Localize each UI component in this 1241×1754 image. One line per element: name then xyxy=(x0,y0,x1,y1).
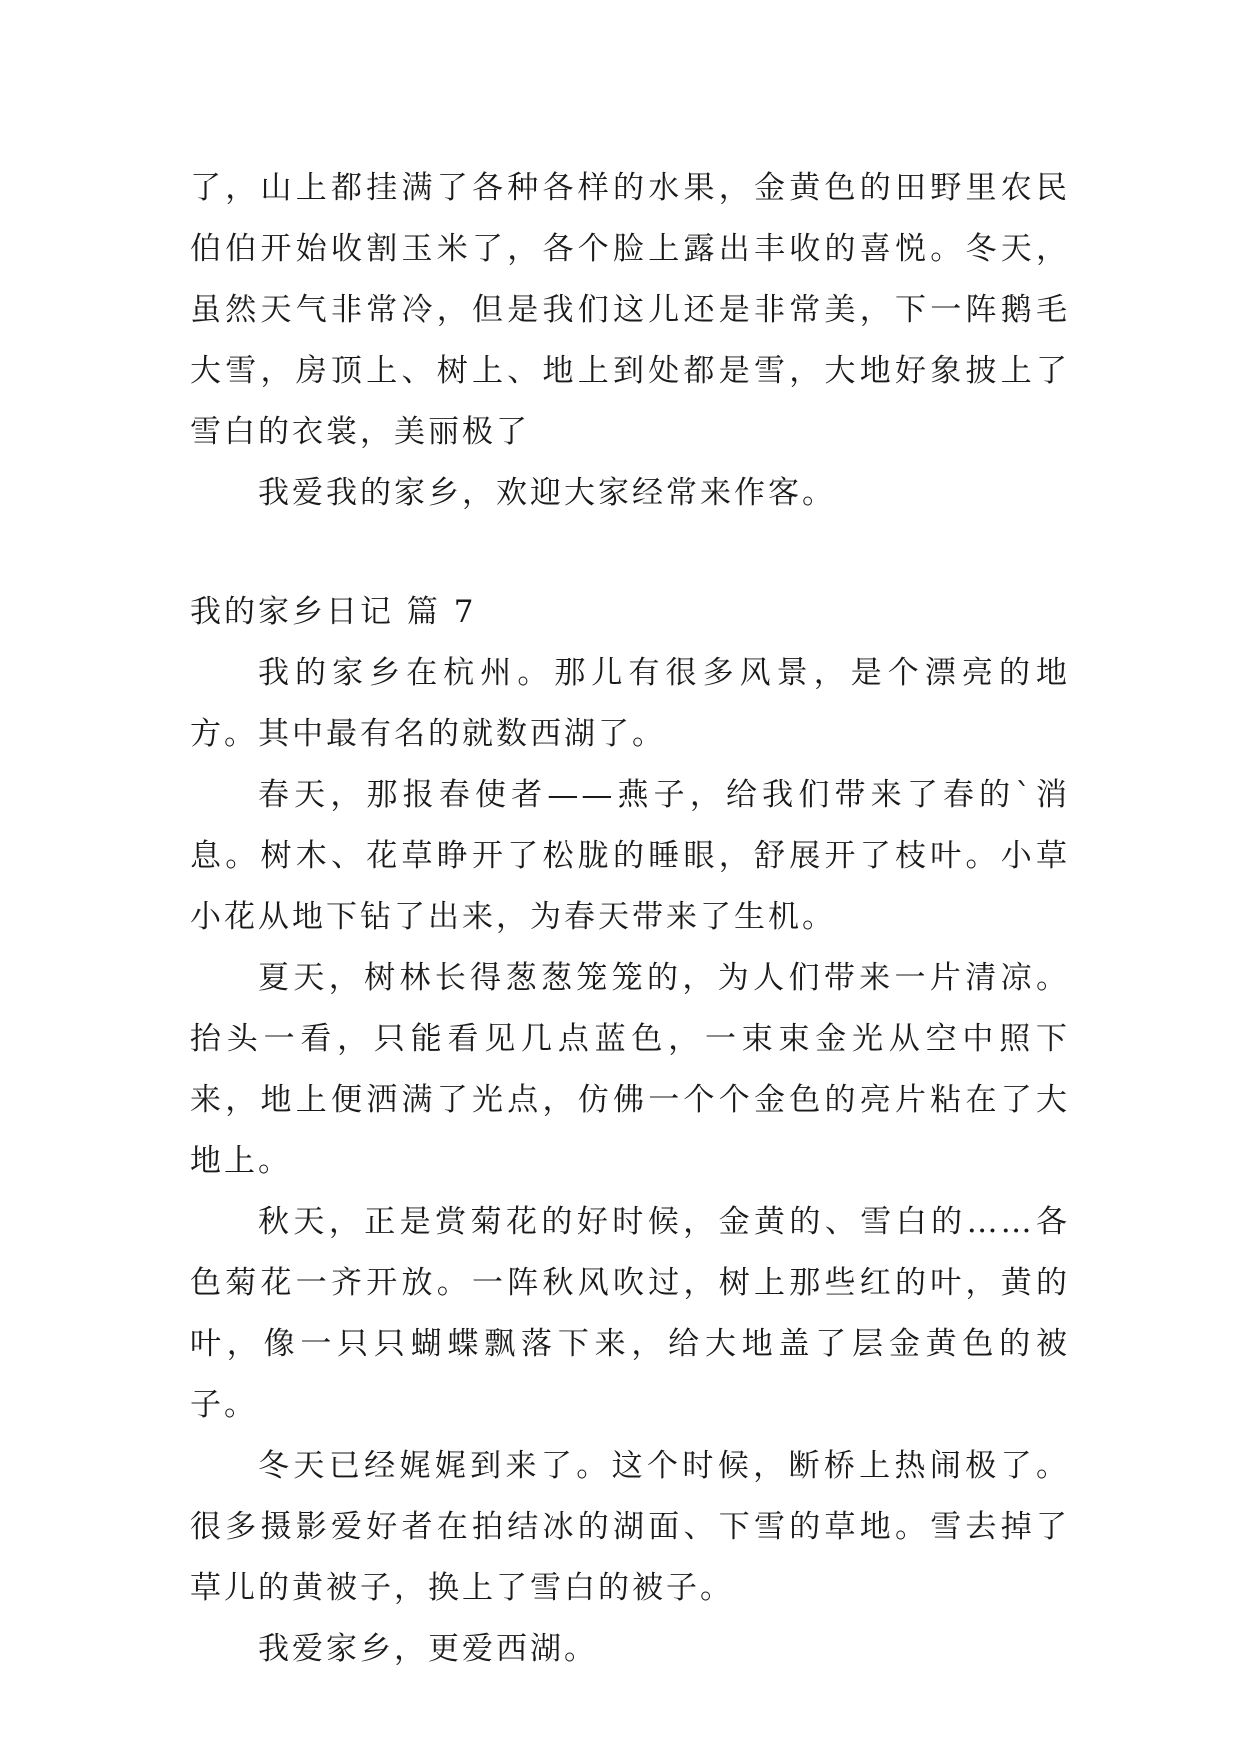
paragraph-spring: 春天，那报春使者——燕子，给我们带来了春的`消息。树木、花草睁开了松胧的睡眼，舒展开了枝叶。小草小花从地下钻了出来，为春天带来了生机。 xyxy=(190,777,1070,935)
paragraph-intro: 我的家乡在杭州。那儿有很多风景，是个漂亮的地方。其中最有名的就数西湖了。 xyxy=(190,655,1070,752)
paragraph-autumn: 秋天，正是赏菊花的好时候，金黄的、雪白的……各色菊花一齐开放。一阵秋风吹过，树上那些红的叶，黄的叶，像一只只蝴蝶飘落下来，给大地盖了层金黄色的被子。 xyxy=(190,1204,1070,1423)
paragraph-summer: 夏天，树林长得葱葱笼笼的，为人们带来一片清凉。抬头一看，只能看见几点蓝色，一束束金光从空中照下来，地上便洒满了光点，仿佛一个个金色的亮片粘在了大地上。 xyxy=(190,960,1070,1179)
section-gap xyxy=(190,524,1070,582)
paragraph-closing: 我爱家乡，更爱西湖。 xyxy=(258,1631,598,1667)
document-body xyxy=(190,158,1070,1680)
section-title: 我的家乡日记 篇 7 xyxy=(190,594,477,630)
continuation-paragraph: 了，山上都挂满了各种各样的水果，金黄色的田野里农民伯伯开始收割玉米了，各个脸上露出丰收的喜悦。冬天，虽然天气非常冷，但是我们这儿还是非常美，下一阵鹅毛大雪，房顶上、树上、地上到处都是雪，大地好象披上了雪白的衣裳，美丽极了 xyxy=(190,170,1070,450)
closing-paragraph: 我爱我的家乡，欢迎大家经常来作客。 xyxy=(258,475,836,511)
paragraph-winter: 冬天已经娓娓到来了。这个时候，断桥上热闹极了。很多摄影爱好者在拍结冰的湖面、下雪的草地。雪去掉了草儿的黄被子，换上了雪白的被子。 xyxy=(190,1448,1070,1606)
